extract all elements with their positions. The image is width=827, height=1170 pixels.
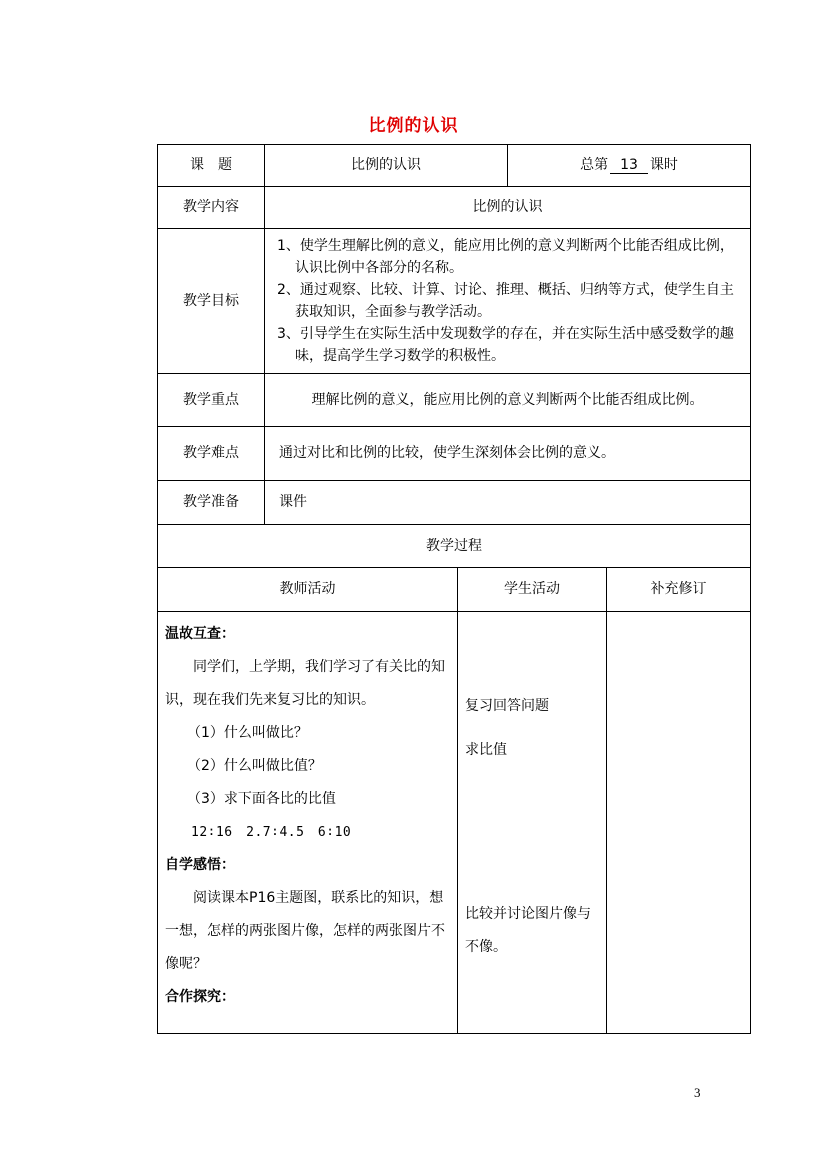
content-label: 教学内容 [158,187,265,229]
preparation-label: 教学准备 [158,481,265,525]
lesson-prefix: 总第 [580,156,609,173]
key-point-label: 教学重点 [158,374,265,427]
key-point-value: 理解比例的意义，能应用比例的意义判断两个比能否组成比例。 [265,374,751,427]
notes-cell [607,612,751,1034]
goals-label: 教学目标 [158,229,265,374]
goals-list [265,229,751,374]
teacher-activity [158,612,458,1034]
difficulty-row [158,427,751,481]
content-row [158,187,751,229]
self-study-text: 阅读课本P16主题图，联系比的知识，想一想，怎样的两张图片像，怎样的两张图片不像呢？ [165,890,445,972]
student-activity-1: 复习回答问题 [465,698,549,714]
goals-row [158,229,751,374]
process-heading-row [158,525,751,568]
student-activity-2: 求比值 [465,742,507,758]
lesson-count [508,145,751,187]
goal-item: 1、使学生理解比例的意义，能应用比例的意义判断两个比能否组成比例，认识比例中各部分的名称。 [277,238,734,276]
subject-value: 比例的认识 [265,145,508,187]
content-value: 比例的认识 [265,187,751,229]
subject-label: 课 题 [158,145,265,187]
process-body-row [158,612,751,1034]
page-number: 3 [694,1085,701,1100]
difficulty-label: 教学难点 [158,427,265,481]
question-2: （2）什么叫做比值？ [187,758,322,774]
lesson-number: 13 [610,157,648,175]
ratio-list: 12∶16 2.7∶4.5 6∶10 [191,825,352,840]
lesson-suffix: 课时 [649,156,678,173]
preparation-value: 课件 [265,481,751,525]
student-column-header: 学生活动 [458,568,607,612]
review-intro: 同学们，上学期，我们学习了有关比的知识，现在我们先来复习比的知识。 [165,659,445,708]
goal-item: 2、通过观察、比较、计算、讨论、推理、概括、归纳等方式，使学生自主获取知识，全面参与教学活动。 [277,282,734,320]
key-point-row [158,374,751,427]
difficulty-value: 通过对比和比例的比较，使学生深刻体会比例的意义。 [265,427,751,481]
goal-item: 3、引导学生在实际生活中发现数学的存在，并在实际生活中感受数学的趣味，提高学生学习数学的积极性。 [277,326,734,364]
cooperation-heading: 合作探究： [165,989,235,1005]
question-1: （1）什么叫做比？ [187,725,308,741]
review-heading: 温故互查： [165,626,235,642]
notes-column-header: 补充修订 [607,568,751,612]
question-3: （3）求下面各比的比值 [187,791,336,807]
process-heading: 教学过程 [158,525,751,568]
student-activity-3: 比较并讨论图片像与不像。 [465,906,591,955]
self-study-heading: 自学感悟： [165,857,235,873]
header-row [158,145,751,187]
teacher-column-header: 教师活动 [158,568,458,612]
process-columns-row [158,568,751,612]
document-title: 比例的认识 [368,116,459,136]
lesson-plan-table [157,144,751,1034]
student-activity [458,612,607,1034]
preparation-row [158,481,751,525]
